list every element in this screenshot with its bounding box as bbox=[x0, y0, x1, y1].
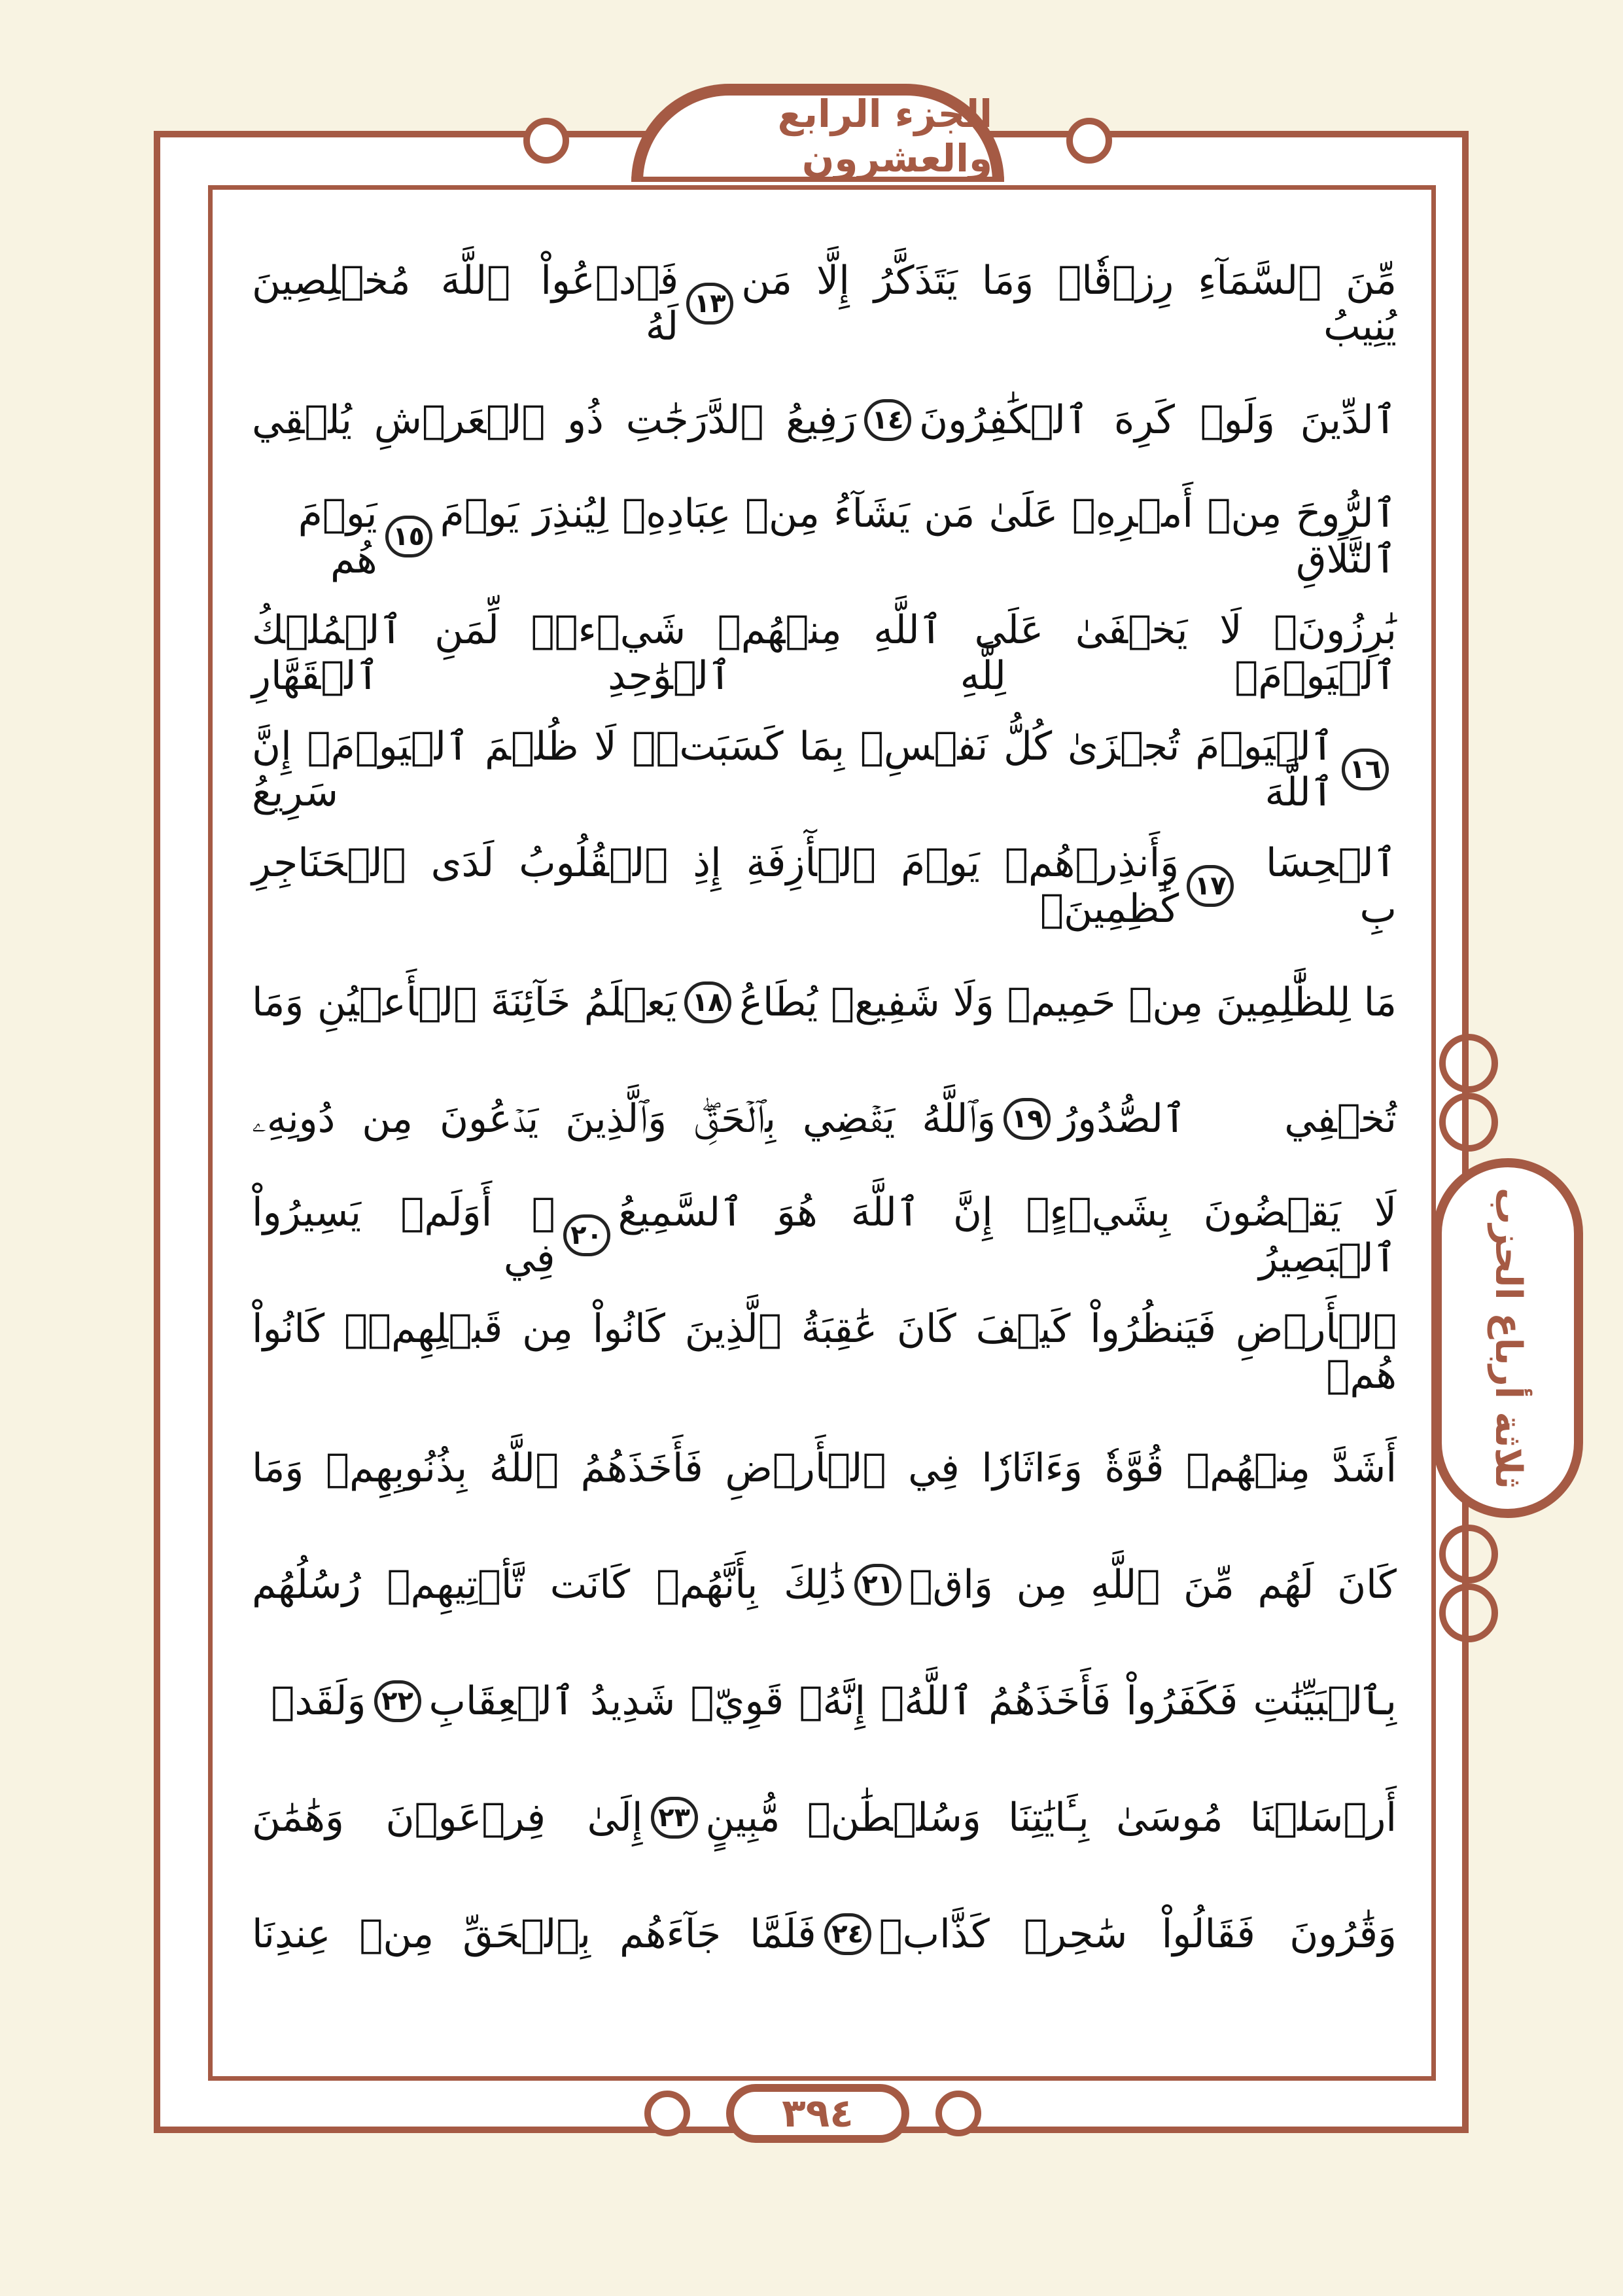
verse-text: أَشَدَّ مِنۡهُمۡ قُوَّةٗ وَءَاثَارٗا فِي ٱلۡأَرۡضِ فَأَخَذَهُمُ ٱللَّهُ بِذُنُوبِهِمۡ وَمَا bbox=[252, 1445, 1397, 1491]
ornament-icon bbox=[1439, 1034, 1498, 1093]
verse-text: وَأَنذِرۡهُمۡ يَوۡمَ ٱلۡأٓزِفَةِ إِذِ ٱلۡقُلُوبُ لَدَى ٱلۡحَنَاجِرِ كَٰظِمِينَۚ bbox=[252, 840, 1179, 932]
verse-text: يَعۡلَمُ خَآئِنَةَ ٱلۡأَعۡيُنِ وَمَا bbox=[252, 980, 677, 1025]
verse-text: كَانَ لَهُم مِّنَ ٱللَّهِ مِن وَاقٖ bbox=[909, 1562, 1397, 1608]
ayah-number-marker: ١٨ bbox=[684, 981, 731, 1023]
verse-text: ٱلدِّينَ وَلَوۡ كَرِهَ ٱلۡكَٰفِرُونَ bbox=[919, 397, 1397, 443]
verse-text: وَٱللَّهُ يَقۡضِي بِٱلۡحَقِّۖ وَٱلَّذِينَ يَدۡعُونَ مِن دُونِهِۦ bbox=[251, 1096, 996, 1142]
verse-text: ذَٰلِكَ بِأَنَّهُمۡ كَانَت تَّأۡتِيهِمۡ رُسُلُهُم bbox=[251, 1562, 846, 1608]
verse-text: وَقَٰرُونَ فَقَالُواْ سَٰحِرٞ كَذَّابٞ bbox=[879, 1911, 1397, 1957]
ornament-icon bbox=[1439, 1583, 1498, 1642]
juz-header bbox=[631, 84, 1004, 182]
ornament-icon bbox=[644, 2091, 690, 2136]
ayah-number-marker: ٢١ bbox=[854, 1564, 901, 1606]
verse-text: تُخۡفِي ٱلصُّدُورُ bbox=[1058, 1096, 1397, 1142]
page-number: ٣٩٤ bbox=[782, 2091, 854, 2136]
verse-text: رَفِيعُ ٱلدَّرَجَٰتِ ذُو ٱلۡعَرۡشِ يُلۡقِي bbox=[252, 397, 856, 443]
ayah-number-marker: ١٥ bbox=[385, 516, 432, 557]
verse-text: بِٱلۡبَيِّنَٰتِ فَكَفَرُواْ فَأَخَذَهُمُ ٱللَّهُۚ إِنَّهُۥ قَوِيّٞ شَدِيدُ ٱلۡعِقَابِ bbox=[428, 1678, 1397, 1724]
text-line bbox=[252, 1061, 1397, 1177]
juz-label: الجزء الرابع والعشرون bbox=[777, 92, 992, 181]
verse-text: إِلَىٰ فِرۡعَوۡنَ وَهَٰمَٰنَ bbox=[252, 1795, 643, 1841]
verse-text: ۞ أَوَلَمۡ يَسِيرُواْ فِي bbox=[252, 1190, 555, 1281]
ayah-number-marker: ١٤ bbox=[864, 399, 911, 441]
ayah-number-marker: ١٣ bbox=[686, 283, 733, 325]
verse-text: فَٱدۡعُواْ ٱللَّهَ مُخۡلِصِينَ لَهُ bbox=[252, 258, 679, 349]
verse-text: أَرۡسَلۡنَا مُوسَىٰ بِـَٔايَٰتِنَا وَسُلۡطَٰنٖ مُّبِينٍ bbox=[705, 1795, 1397, 1841]
ornament-icon bbox=[935, 2091, 981, 2136]
text-line bbox=[252, 595, 1397, 711]
hizb-quarter-marker bbox=[1433, 1158, 1583, 1518]
text-line bbox=[252, 1876, 1397, 1992]
text-line bbox=[252, 1527, 1397, 1643]
text-line bbox=[252, 711, 1397, 828]
ayah-number-marker: ١٩ bbox=[1003, 1098, 1051, 1140]
verse-text: ٱلرُّوحَ مِنۡ أَمۡرِهِۦ عَلَىٰ مَن يَشَآءُ مِنۡ عِبَادِهِۦ لِيُنذِرَ يَوۡمَ ٱلتَّلَاقِ bbox=[440, 491, 1397, 582]
verse-text: يَوۡمَ هُم bbox=[298, 491, 377, 582]
verse-text: بَٰرِزُونَۖ لَا يَخۡفَىٰ عَلَى ٱللَّهِ مِنۡهُمۡ شَيۡءٞۚ لِّمَنِ ٱلۡمُلۡكُ ٱلۡيَوۡمَۖ لِلَّهِ ٱلۡوَٰحِدِ ٱلۡقَهَّارِ bbox=[252, 607, 1397, 699]
ayah-number-marker: ٢٣ bbox=[651, 1797, 698, 1839]
verse-text: ٱلۡيَوۡمَ تُجۡزَىٰ كُلُّ نَفۡسِۭ بِمَا كَسَبَتۡۚ لَا ظُلۡمَ ٱلۡيَوۡمَۚ إِنَّ ٱللَّهَ سَرِيعُ bbox=[252, 724, 1334, 815]
text-line bbox=[252, 1177, 1397, 1294]
quran-text bbox=[252, 245, 1397, 1992]
page-number-badge bbox=[726, 2084, 909, 2143]
ornament-icon bbox=[1439, 1093, 1498, 1152]
verse-text: ٱلۡحِسَابِ bbox=[1266, 840, 1397, 932]
text-line bbox=[252, 1410, 1397, 1527]
verse-text: مَا لِلظَّٰلِمِينَ مِنۡ حَمِيمٖ وَلَا شَفِيعٖ يُطَاعُ bbox=[739, 980, 1397, 1025]
text-line bbox=[252, 944, 1397, 1061]
text-line bbox=[252, 1759, 1397, 1876]
text-line bbox=[252, 478, 1397, 595]
ayah-number-marker: ٢٤ bbox=[824, 1913, 871, 1955]
text-line bbox=[252, 245, 1397, 362]
ayah-number-marker: ١٦ bbox=[1342, 749, 1389, 790]
text-line bbox=[252, 1643, 1397, 1759]
hizb-quarter-label: ثلاثة أرباع الحزب bbox=[1486, 1187, 1529, 1489]
text-line bbox=[252, 362, 1397, 478]
verse-text: ٱلۡأَرۡضِ فَيَنظُرُواْ كَيۡفَ كَانَ عَٰقِبَةُ ٱلَّذِينَ كَانُواْ مِن قَبۡلِهِمۡۚ كَانُواْ هُمۡ bbox=[252, 1306, 1397, 1398]
text-line bbox=[252, 828, 1397, 944]
text-line bbox=[252, 1294, 1397, 1410]
ayah-number-marker: ١٧ bbox=[1187, 865, 1234, 907]
ornament-icon bbox=[1439, 1525, 1498, 1583]
ayah-number-marker: ٢٠ bbox=[563, 1214, 610, 1256]
ornament-icon bbox=[523, 118, 569, 164]
verse-text: مِّنَ ٱلسَّمَآءِ رِزۡقٗاۚ وَمَا يَتَذَكَّرُ إِلَّا مَن يُنِيبُ bbox=[741, 258, 1397, 349]
verse-text: فَلَمَّا جَآءَهُم بِٱلۡحَقِّ مِنۡ عِندِنَا bbox=[251, 1911, 816, 1957]
verse-text: لَا يَقۡضُونَ بِشَيۡءٍۗ إِنَّ ٱللَّهَ هُوَ ٱلسَّمِيعُ ٱلۡبَصِيرُ bbox=[618, 1190, 1397, 1281]
ornament-icon bbox=[1066, 118, 1112, 164]
verse-text: وَلَقَدۡ bbox=[271, 1678, 366, 1724]
ayah-number-marker: ٢٢ bbox=[374, 1680, 421, 1722]
